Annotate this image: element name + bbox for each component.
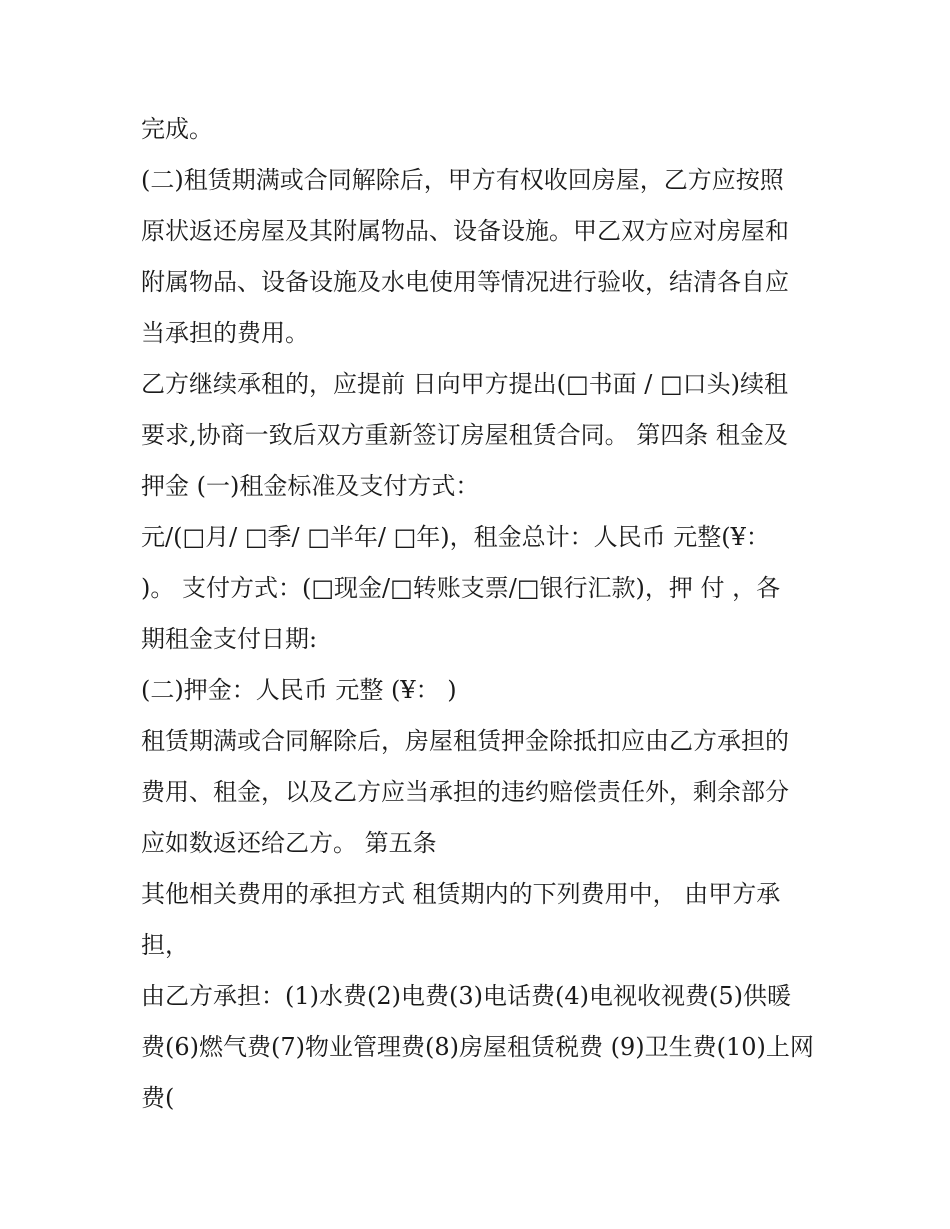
text-line: 费( <box>141 1084 175 1112</box>
text-line: 应如数返还给乙方。 第五条 <box>141 829 437 857</box>
text-line: 完成。 <box>141 115 213 143</box>
text-line: 租赁期满或合同解除后，房屋租赁押金除抵扣应由乙方承担的 <box>141 727 789 755</box>
text-line: 要求,协商一致后双方重新签订房屋租赁合同。 第四条 租金及 <box>141 421 788 449</box>
contract-text <box>141 108 821 1128</box>
text-line: 元/(□月/ □季/ □半年/ □年)，租金总计：人民币 元整(¥： <box>141 523 770 551</box>
text-line: 由乙方承担：(1)水费(2)电费(3)电话费(4)电视收视费(5)供暖 <box>141 982 791 1010</box>
text-line: )。 支付方式：(□现金/□转账支票/□银行汇款)，押 付 ，各 <box>141 574 781 602</box>
text-line: (二)押金：人民币 元整 (¥： ) <box>141 676 457 704</box>
text-line: 押金 (一)租金标准及支付方式： <box>141 472 480 500</box>
text-line: 担， <box>141 931 189 959</box>
text-line: (二)租赁期满或合同解除后，甲方有权收回房屋，乙方应按照 <box>141 166 784 194</box>
text-line: 乙方继续承租的，应提前 日向甲方提出(□书面 / □口头)续租 <box>141 370 789 398</box>
text-line: 附属物品、设备设施及水电使用等情况进行验收，结清各自应 <box>141 268 789 296</box>
text-line: 其他相关费用的承担方式 租赁期内的下列费用中， 由甲方承 <box>141 880 781 908</box>
text-line: 原状返还房屋及其附属物品、设备设施。甲乙双方应对房屋和 <box>141 217 789 245</box>
text-line: 当承担的费用。 <box>141 319 309 347</box>
text-line: 期租金支付日期: <box>141 625 318 653</box>
text-line: 费(6)燃气费(7)物业管理费(8)房屋租赁税费 (9)卫生费(10)上网 <box>141 1033 814 1061</box>
text-line: 费用、租金，以及乙方应当承担的违约赔偿责任外，剩余部分 <box>141 778 789 806</box>
